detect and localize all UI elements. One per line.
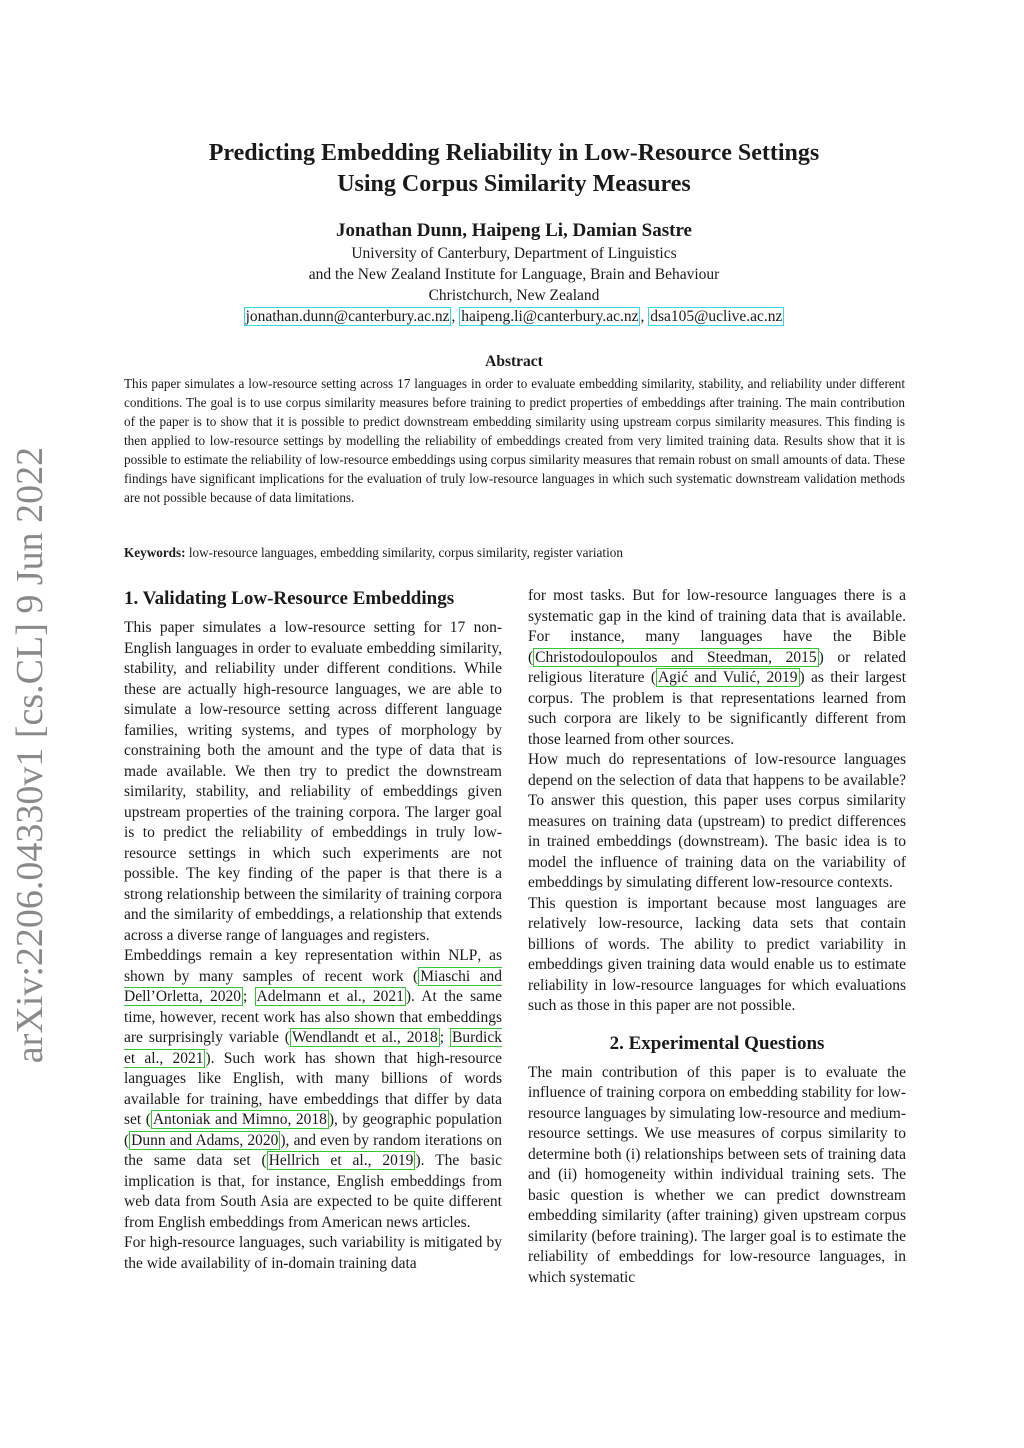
text-run: ) as their largest corpus. The problem is that representations learned from such corpora are likely to be significantly different from those learned from other sources.	[528, 669, 907, 748]
citation-link-miaschi[interactable]: Miaschi and Dell’Orletta, 2020	[124, 967, 502, 1005]
title-line-1: Predicting Embedding Reliability in Low-Resource Settings	[208, 140, 820, 166]
email-link-li[interactable]: haipeng.li@canterbury.ac.nz	[461, 308, 639, 325]
text-run: ), and even by random iterations on the same data set (	[124, 1131, 502, 1169]
abstract-body: This paper simulates a low-resource setting across 17 languages in order to evaluate embedding similarity, stability, and reliability under different conditions. The goal is to use corpus similarity measures before training to predict properties of embeddings after training. The main contribution of the paper is to show that it is possible to predict downstream embedding similarity using upstream corpus similarity measures. This finding is then applied to low-resource settings by modelling the reliability of embeddings created from very limited training data. Results show that it is possible to estimate the reliability of low-resource embeddings using corpus similarity measures that remain robust on small amounts of data. These findings have significant implications for the evaluation of truly low-resource languages in which such systematic downstream validation methods are not possible because of data limitations.	[124, 376, 905, 505]
citation-link-hellrich[interactable]: Hellrich et al., 2019	[268, 1152, 414, 1169]
left-column	[124, 586, 502, 1274]
affiliation-line-2: and the New Zealand Institute for Language, Brain and Behaviour	[308, 266, 720, 283]
arxiv-identifier-stamp: arXiv:2206.04330v1 [cs.CL] 9 Jun 2022	[9, 446, 51, 1064]
text-run: , as shown by many samples of recent work (	[124, 947, 502, 985]
affiliation-line-3: Christchurch, New Zealand	[428, 287, 600, 304]
citation-link-burdick[interactable]: Burdick et al., 2021	[124, 1029, 502, 1067]
section-2-paragraph-1: The main contribution of this paper is to evaluate the influence of training corpora on embedding stability for low-resource languages by simulating low-resource and medium-resource settings. We use measures of corpus similarity to determine both (i) relationships between sets of training data and (ii) homogeneity within individual training sets. The basic question is whether we can predict downstream embedding similarity (after training) given upstream corpus similarity (before training). The larger goal is to estimate the reliability of embeddings for low-resource languages, in which systematic	[528, 1063, 906, 1286]
keywords-line	[124, 543, 905, 562]
section-1-paragraph-5: This question is important because most languages are relatively low-resource, lacking data sets that contain billions of words. The ability to predict variability in embeddings given training data would enable us to estimate reliability in low-resource languages for which evaluations such as those in this paper are not possible.	[528, 894, 906, 1014]
citation-link-agic[interactable]: Agić and Vulić, 2019	[657, 669, 798, 686]
section-1-paragraph-3: For high-resource languages, such variability is mitigated by the wide availability of in-domain training data	[124, 1234, 502, 1272]
text-run: ). At the same time, however, recent work has also shown that embeddings are surprisingly variable (	[124, 988, 502, 1046]
section-1-paragraph-1: This paper simulates a low-resource setting for 17 non-English languages in order to evaluate embedding similarity, stability, and reliability under different conditions. While these are actually high-resource languages, we are able to simulate a low-resource setting across different language families, writing systems, and types of morphology by constraining both the amount and the type of data that is made available. We then try to predict the downstream similarity, stability, and reliability of embeddings given upstream properties of the training corpora. The larger goal is to predict the reliability of embeddings in truly low-resource settings in which such experiments are not possible. The key finding of the paper is that there is a strong relationship between the similarity of training corpora and the similarity of embeddings, a relationship that extends across a diverse range of languages and registers.	[124, 619, 502, 944]
text-run: ), by geographic population (	[124, 1111, 502, 1149]
text-run: ) or related religious literature (	[528, 648, 906, 686]
citation-link-adelmann[interactable]: Adelmann et al., 2021	[256, 988, 404, 1005]
email-link-sastre[interactable]: dsa105@uclive.ac.nz	[650, 308, 783, 325]
section-2-heading: 2. Experimental Questions	[609, 1032, 825, 1054]
paper-title	[124, 138, 904, 200]
citation-link-christodoulopoulos[interactable]: Christodoulopoulos and Steedman, 2015	[535, 648, 817, 666]
keywords-label: Keywords:	[124, 545, 186, 560]
citation-link-wendlandt[interactable]: Wendlandt et al., 2018	[291, 1029, 438, 1046]
text-run: ). The basic implication is that, for instance, English embeddings from web data from South Asia are expected to be quite different from English embeddings from American news articles.	[124, 1152, 503, 1231]
right-column	[528, 586, 906, 1288]
author-list: Jonathan Dunn, Haipeng Li, Damian Sastre	[336, 220, 692, 241]
section-1-heading: 1. Validating Low-Resource Embeddings	[124, 588, 455, 609]
affiliation-block	[124, 243, 904, 327]
text-run: ;	[439, 1029, 451, 1046]
abstract-heading: Abstract	[485, 353, 543, 370]
section-1-paragraph-3-continued	[528, 586, 906, 750]
text-run: Embeddings remain a key representation within	[124, 947, 449, 964]
text-run: ). Such work has shown that high-resource languages like English, with many billions of words available for training, have embeddings that differ by data set (	[124, 1049, 503, 1128]
section-1-paragraph-4: How much do representations of low-resource languages depend on the selection of data that happens to be available? To answer this question, this paper uses corpus similarity measures on training data (upstream) to predict differences in trained embeddings (downstream). The basic idea is to model the influence of training data on the variability of embeddings by simulating different low-resource contexts.	[528, 751, 906, 891]
nlp-acronym: NLP	[448, 947, 478, 964]
text-run: for most tasks. But for low-resource languages there is a systematic gap in the kind of training data that is available. For instance, many languages have the Bible (	[528, 587, 906, 666]
text-run: ;	[242, 988, 255, 1005]
citation-link-dunn-adams[interactable]: Dunn and Adams, 2020	[131, 1131, 279, 1149]
title-line-2: Using Corpus Similarity Measures	[337, 171, 691, 197]
section-1-paragraph-2	[124, 946, 502, 1233]
email-list: jonathan.dunn@canterbury.ac.nz , haipeng.li@canterbury.ac.nz , dsa105@uclive.ac.nz	[245, 308, 783, 325]
affiliation-line-1: University of Canterbury, Department of Linguistics	[351, 245, 677, 262]
email-link-dunn[interactable]: jonathan.dunn@canterbury.ac.nz	[245, 308, 450, 325]
keywords-text: low-resource languages, embedding similarity, corpus similarity, register variation	[188, 545, 623, 560]
citation-link-antoniak[interactable]: Antoniak and Mimno, 2018	[152, 1111, 327, 1128]
